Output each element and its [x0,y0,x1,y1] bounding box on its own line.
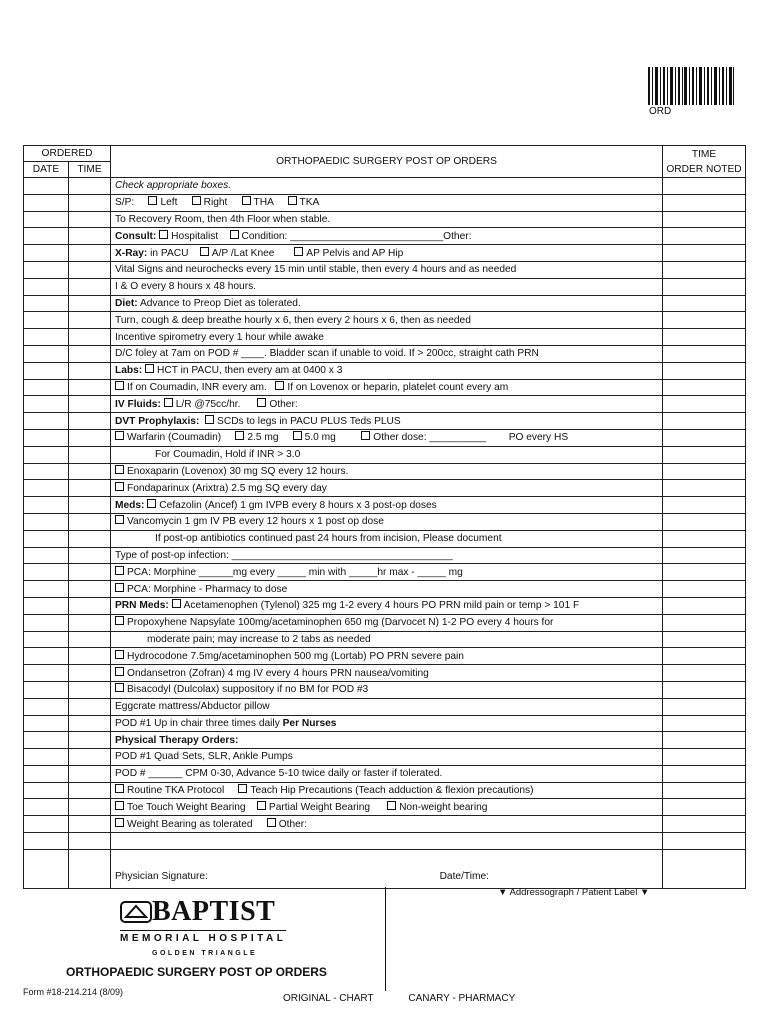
ondansetron-text: Ondansetron (Zofran) 4 mg IV every 4 hours PRN nausea/vomiting [127,667,429,679]
checkbox-tka[interactable] [288,196,297,205]
checkbox-coumadin-inr[interactable] [115,381,124,390]
cefazolin-text: Cefazolin (Ancef) 1 gm IVPB every 8 hours x 3 post-op doses [159,499,437,511]
col-ordered: ORDERED [24,146,111,162]
checkbox-condition[interactable] [230,230,239,239]
checkbox-tha[interactable] [242,196,251,205]
barcode [648,67,734,105]
col-date: DATE [24,162,69,178]
option-iv-other: Other: [269,398,298,410]
order-row [24,614,746,631]
checkbox-cefazolin[interactable] [147,499,156,508]
order-row [24,782,746,799]
option-hospitalist: Hospitalist [171,230,219,242]
ord-label: ORD [649,106,672,117]
spirometry-text: Incentive spirometry every 1 hour while awake [111,329,663,346]
order-row [24,245,746,262]
checkbox-wbat[interactable] [115,818,124,827]
labs-text: HCT in PACU, then every am at 0400 x 3 [157,365,343,377]
checkbox-bisacodyl[interactable] [115,683,124,692]
order-row [24,228,746,245]
option-ap-pelvis: AP Pelvis and AP Hip [306,247,404,259]
order-row [24,513,746,530]
checkbox-pt-other[interactable] [267,818,276,827]
signature-row [24,849,746,888]
recovery-room-text: To Recovery Room, then 4th Floor when stable. [111,211,663,228]
order-row [24,581,746,598]
order-row [24,295,746,312]
checkbox-acetaminophen[interactable] [172,599,181,608]
wbat-text: Weight Bearing as tolerated [127,818,253,830]
logo-golden-triangle: GOLDEN TRIANGLE [152,950,258,957]
col-time-noted [663,146,746,178]
date-time-field[interactable]: Date/Time: [439,870,490,882]
order-row [24,765,746,782]
diet-text: Advance to Preop Diet as tolerated. [139,297,301,309]
condition-text: Condition: ___________________________Other: [241,230,472,242]
option-5-0mg: 5.0 mg [304,432,336,444]
order-row [24,648,746,665]
checkbox-warfarin[interactable] [115,431,124,440]
col-time-noted-line1: TIME [691,148,717,160]
checkbox-hip-precautions[interactable] [238,784,247,793]
turn-cough-text: Turn, cough & deep breathe hourly x 6, then every 2 hours x 6, then as needed [111,312,663,329]
checkbox-warfarin-5-0[interactable] [293,431,302,440]
footer-title: ORTHOPAEDIC SURGERY POST OP ORDERS [66,965,327,979]
order-row [24,429,746,446]
header-row [24,146,746,162]
checkbox-ap-pelvis[interactable] [294,247,303,256]
order-row [24,497,746,514]
order-row [24,446,746,463]
checkbox-ondansetron[interactable] [115,667,124,676]
form-title: ORTHOPAEDIC SURGERY POST OP ORDERS [111,146,663,178]
infection-type-field[interactable]: Type of post-op infection: _______________________________________ [111,547,663,564]
checkbox-hospitalist[interactable] [159,230,168,239]
order-row [24,211,746,228]
checkbox-scds[interactable] [205,415,214,424]
fondaparinux-text: Fondaparinux (Arixtra) 2.5 mg SQ every day [127,482,327,494]
checkbox-non-weight[interactable] [387,801,396,810]
order-row [24,261,746,278]
checkbox-partial-weight[interactable] [257,801,266,810]
coumadin-inr-text: If on Coumadin, INR every am. [127,381,267,393]
col-time-noted-line2: ORDER NOTED [666,163,742,175]
checkbox-iv-other[interactable] [257,398,266,407]
hip-precautions-text: Teach Hip Precautions (Teach adduction & flexion precautions) [250,785,534,797]
order-row [24,178,746,195]
option-tha: THA [253,197,274,209]
vital-signs-text: Vital Signs and neurochecks every 15 min until stable, then every 4 hours and as needed [111,261,663,278]
instruction-text: Check appropriate boxes. [115,180,232,192]
checkbox-pca-morphine[interactable] [115,566,124,575]
checkbox-toe-touch[interactable] [115,801,124,810]
pt-other-text: Other: [278,818,308,830]
copy-original: ORIGINAL - CHART [283,993,374,1004]
checkbox-left[interactable] [148,196,157,205]
pca-pharmacy-text: PCA: Morphine - Pharmacy to dose [127,583,288,595]
checkbox-lr[interactable] [164,398,173,407]
option-tka: TKA [299,197,320,209]
copy-canary: CANARY - PHARMACY [408,993,516,1004]
bisacodyl-text: Bisacodyl (Dulcolax) suppository if no BM for POD #3 [127,684,369,696]
per-nurses-text: Per Nurses [282,717,337,729]
antibiotics-note: If post-op antibiotics continued past 24 hours from incision, Please document [111,530,663,547]
checkbox-hct[interactable] [145,364,154,373]
order-row [24,698,746,715]
orders-table [23,145,746,889]
po-every-hs: PO every HS [508,432,569,444]
order-row [24,816,746,833]
sp-label: S/P: [115,197,135,209]
checkbox-vancomycin[interactable] [115,515,124,524]
order-row [24,345,746,362]
blank-row [24,833,746,850]
diet-label: Diet: [115,297,138,309]
order-row [24,597,746,614]
order-row [24,749,746,766]
order-row [24,715,746,732]
labs-label: Labs: [115,365,143,377]
order-row [24,631,746,648]
pod1-chair-text: POD #1 Up in chair three times daily [115,717,280,729]
order-row [24,665,746,682]
option-warfarin: Warfarin (Coumadin) [127,432,222,444]
option-other-dose: Other dose: __________ [373,432,487,444]
order-row [24,681,746,698]
logo-name: BAPTIST [152,896,276,927]
order-row [24,564,746,581]
eggcrate-text: Eggcrate mattress/Abductor pillow [111,698,663,715]
order-row [24,480,746,497]
logo-memorial: MEMORIAL HOSPITAL [120,930,286,944]
order-row [24,312,746,329]
routine-tka-text: Routine TKA Protocol [127,785,225,797]
checkbox-propoxyphene[interactable] [115,616,124,625]
col-time: TIME [69,162,111,178]
consult-label: Consult: [115,230,157,242]
pca-morphine-text: PCA: Morphine ______mg every _____ min with _____hr max - _____ mg [127,566,463,578]
order-row [24,194,746,211]
copy-distribution [283,993,547,1004]
order-row [24,278,746,295]
footer-divider [385,887,386,991]
order-row [24,799,746,816]
addressograph-label: ▼ Addressograph / Patient Label ▼ [498,887,650,898]
order-row [24,413,746,430]
order-row [24,379,746,396]
coumadin-hold-text: For Coumadin, Hold if INR > 3.0 [111,446,663,463]
form-number: Form #18-214.214 (8/09) [23,987,124,997]
checkbox-warfarin-other[interactable] [361,431,370,440]
toe-touch-text: Toe Touch Weight Bearing [127,801,246,813]
moderate-pain-text: moderate pain; may increase to 2 tabs as needed [111,631,663,648]
baptist-logo-icon [120,901,152,923]
checkbox-right[interactable] [192,196,201,205]
order-row [24,547,746,564]
physician-signature-field[interactable]: Physician Signature: [115,870,208,882]
dvt-label: DVT Prophylaxis: [115,415,200,427]
order-row [24,530,746,547]
order-row [24,362,746,379]
order-row [24,329,746,346]
prn-meds-label: PRN Meds: [115,600,169,612]
checkbox-enoxaparin[interactable] [115,465,124,474]
lovenox-platelet-text: If on Lovenox or heparin, platelet count every am [287,381,509,393]
option-left: Left [160,197,178,209]
foley-text: D/C foley at 7am on POD # ____. Bladder scan if unable to void. If > 200cc, straight cath PRN [111,345,663,362]
option-right: Right [203,197,228,209]
pod1-quad-sets-text: POD #1 Quad Sets, SLR, Ankle Pumps [111,749,663,766]
checkbox-routine-tka[interactable] [115,784,124,793]
partial-weight-text: Partial Weight Bearing [268,801,371,813]
physical-therapy-label: Physical Therapy Orders: [115,734,239,746]
option-lr: L/R @75cc/hr. [175,398,241,410]
xray-pacu: in PACU [150,247,189,259]
meds-label: Meds: [115,499,145,511]
checkbox-pca-pharmacy[interactable] [115,583,124,592]
hydrocodone-text: Hydrocodone 7.5mg/acetaminophen 500 mg (Lortab) PO PRN severe pain [127,650,464,662]
option-2-5mg: 2.5 mg [247,432,279,444]
checkbox-hydrocodone[interactable] [115,650,124,659]
order-row [24,463,746,480]
order-row [24,396,746,413]
hospital-logo [120,896,286,957]
enoxaparin-text: Enoxaparin (Lovenox) 30 mg SQ every 12 hours. [127,465,349,477]
propoxyphene-text: Propoxyhene Napsylate 100mg/acetaminophen 650 mg (Darvocet N) 1-2 PO every 4 hours for [127,617,554,629]
io-text: I & O every 8 hours x 48 hours. [111,278,663,295]
order-row [24,732,746,749]
checkbox-warfarin-2-5[interactable] [235,431,244,440]
iv-fluids-label: IV Fluids: [115,398,161,410]
non-weight-text: Non-weight bearing [399,801,488,813]
checkbox-ap-knee[interactable] [200,247,209,256]
vancomycin-text: Vancomycin 1 gm IV PB every 12 hours x 1 post op dose [127,516,384,528]
checkbox-lovenox-platelet[interactable] [275,381,284,390]
xray-label: X-Ray: [115,247,148,259]
option-ap-knee: A/P /Lat Knee [211,247,275,259]
acetaminophen-text: Acetamenophen (Tylenol) 325 mg 1-2 every 4 hours PO PRN mild pain or temp > 101 F [183,600,580,612]
dvt-text: SCDs to legs in PACU PLUS Teds PLUS [217,415,401,427]
cpm-text: POD # ______ CPM 0-30, Advance 5-10 twice daily or faster if tolerated. [111,765,663,782]
checkbox-fondaparinux[interactable] [115,482,124,491]
